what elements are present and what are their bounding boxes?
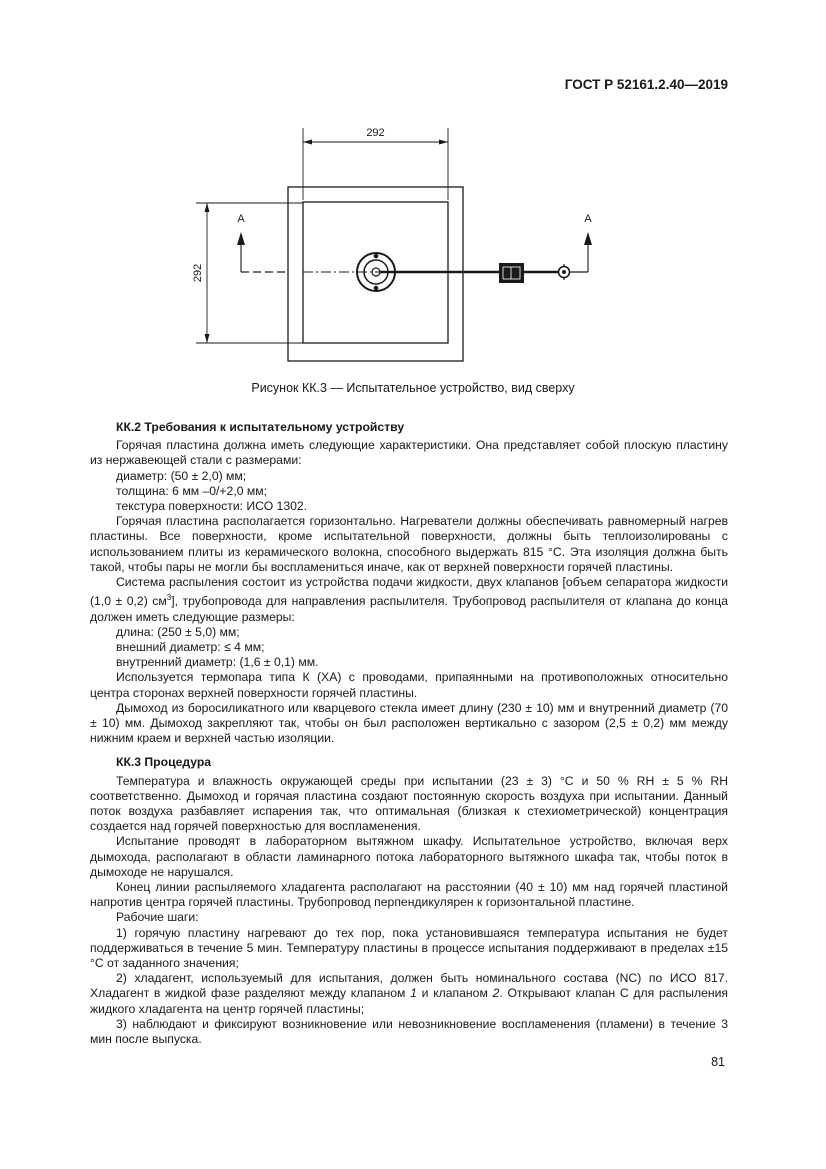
paragraph-text: 2) хладагент, используемый для испытания, должен быть номинального состава (NC) по ИСО 817. Хладагент в жидкой фазе разделяют между клапаном <box>90 971 728 1001</box>
page-number: 81 <box>711 1055 725 1069</box>
test-apparatus-figure <box>180 118 600 373</box>
paragraph-text: . Открывают клапан С для распыления жидкого хладагента на центр горячей пластины; <box>90 986 728 1016</box>
list-item: текстура поверхности: ИСО 1302. <box>116 499 308 514</box>
paragraph: Дымоход из боросиликатного или кварцевого стекла имеет длину (230 ± 10) мм и внутренний диаметр (70 ± 10) мм. Дымоход закрепляют так, чтобы он был расположен вертикально с зазором (2,5 ± 0,2) мм между нижним краем и верхней частью изоляции. <box>90 700 728 746</box>
paragraph-text: и клапаном <box>416 986 493 1001</box>
list-item: длина: (250 ± 5,0) мм; <box>116 624 240 639</box>
section-kk3-heading: КК.3 Процедура <box>116 755 212 770</box>
section-label-right: A <box>584 213 592 225</box>
section-kk2-heading: КК.2 Требования к испытательному устройству <box>116 420 405 434</box>
paragraph <box>90 575 728 625</box>
list-item: внешний диаметр: ≤ 4 мм; <box>116 639 265 654</box>
paragraph: Горячая пластина должна иметь следующие характеристики. Она представляет собой плоскую пластину из нержавеющей стали с размерами: <box>90 438 728 468</box>
width-dimension-label: 292 <box>366 127 385 139</box>
valve-number: 1 <box>410 986 417 1001</box>
document-body <box>90 420 728 1047</box>
paragraph-text: Система распыления состоит из устройства подачи жидкости, двух клапанов [объем сепаратора жидкости (1,0 ± 0,2) см <box>90 575 728 609</box>
paragraph: Испытание проводят в лабораторном вытяжном шкафу. Испытательное устройство, включая верх дымохода, располагают в области ламинарного потока лабораторного вытяжного шкафа так, чтобы поток в дымоходе не нарушался. <box>90 834 728 879</box>
insulation-plate-outline <box>288 187 463 361</box>
height-dimension-label: 292 <box>192 263 204 283</box>
paragraph: Конец линии распыляемого хладагента располагают на расстоянии (40 ± 10) мм над горячей пластиной напротив центра горячей пластины. Трубопровод перпендикулярен к горизонтальной пластине. <box>90 879 728 910</box>
valve-number: 2 <box>492 986 500 1001</box>
list-item: толщина: 6 мм –0/+2,0 мм; <box>116 483 268 498</box>
step-item: 1) горячую пластину нагревают до тех пор, пока установившаяся температура испытания не будет поддерживаться в течение 5 мин. Температуру пластины в процессе испытания поддерживают в пределах ±15 °С от заданного значения; <box>90 925 728 970</box>
document-header: ГОСТ Р 52161.2.40—2019 <box>564 77 728 92</box>
section-label-left: A <box>237 213 245 225</box>
paragraph: Рабочие шаги: <box>116 910 199 925</box>
superscript: 3 <box>166 593 172 603</box>
step-item: 3) наблюдают и фиксируют возникновение или невозникновение воспламенения (пламени) в течение 3 мин после выпуска. <box>90 1016 728 1046</box>
paragraph-text: ], трубопровода для направления распылителя. Трубопровод распылителя от клапана до конца должен иметь следующие размеры: <box>90 594 729 624</box>
paragraph: Используется термопара типа К (ХА) с проводами, припаянными на противоположных относительно центра сторонах верхней поверхности горячей пластины. <box>90 670 728 700</box>
step-item <box>90 971 728 1017</box>
figure-caption: Рисунок КК.3 — Испытательное устройство, вид сверху <box>251 381 575 395</box>
list-item: диаметр: (50 ± 2,0) мм; <box>116 468 247 483</box>
list-item: внутренний диаметр: (1,6 ± 0,1) мм. <box>116 655 319 670</box>
paragraph: Горячая пластина располагается горизонтально. Нагреватели должны обеспечивать равномерный нагрев пластины. Все поверхности, кроме испытательной поверхности, должны быть теплоизолированы с использованием плиты из керамического волокна, способного выдержать 815 °С. Эта изоляция должна быть такой, чтобы пары не могли бы воспламениться иначе, как от верхней поверхности горячей пластины. <box>90 514 728 574</box>
paragraph: Температура и влажность окружающей среды при испытании (23 ± 3) °С и 50 % RH ± 5 % RH соответственно. Дымоход и горячая пластина создают постоянную скорость воздуха при испытании. Данный поток воздуха разбавляет испарения так, что оптимальная (близкая к стехиометрической) концентрация создается над горячей поверхностью для воспламенения. <box>90 773 728 834</box>
